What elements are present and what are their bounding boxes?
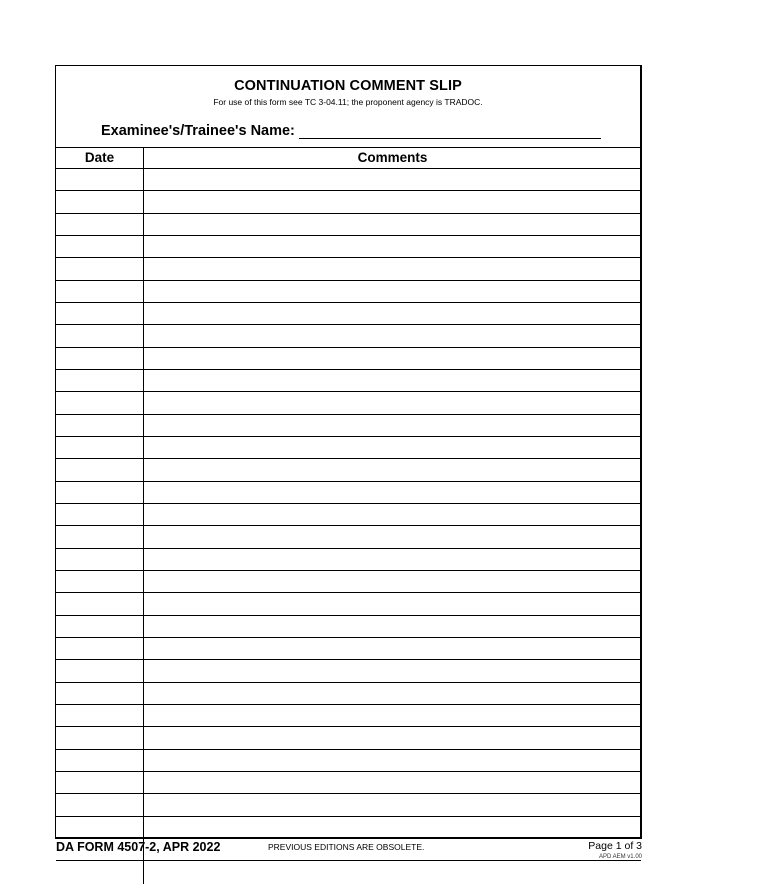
comment-cell <box>144 482 641 503</box>
comment-input[interactable] <box>144 169 641 190</box>
date-cell <box>56 258 144 279</box>
date-cell <box>56 370 144 391</box>
date-cell <box>56 549 144 570</box>
date-input[interactable] <box>56 772 143 793</box>
comment-cell <box>144 571 641 592</box>
date-cell <box>56 303 144 324</box>
table-row <box>56 794 641 816</box>
date-input[interactable] <box>56 258 143 279</box>
comment-input[interactable] <box>144 638 641 659</box>
date-cell <box>56 772 144 793</box>
date-cell <box>56 705 144 726</box>
comment-cell <box>144 683 641 704</box>
comment-input[interactable] <box>144 303 641 324</box>
date-input[interactable] <box>56 861 143 883</box>
date-input[interactable] <box>56 482 143 503</box>
date-input[interactable] <box>56 348 143 369</box>
table-row <box>56 236 641 258</box>
table-row <box>56 549 641 571</box>
date-input[interactable] <box>56 817 143 838</box>
comment-input[interactable] <box>144 258 641 279</box>
comment-cell <box>144 191 641 212</box>
date-cell <box>56 593 144 614</box>
comment-cell <box>144 526 641 547</box>
form-subtitle: For use of this form see TC 3-04.11; the proponent agency is TRADOC. <box>213 97 483 107</box>
comment-input[interactable] <box>144 772 641 793</box>
comment-cell <box>144 370 641 391</box>
table-body <box>56 169 641 884</box>
table-row <box>56 861 641 883</box>
comment-cell <box>144 750 641 771</box>
table-row <box>56 571 641 593</box>
table-row <box>56 593 641 615</box>
table-row <box>56 727 641 749</box>
table-row <box>56 638 641 660</box>
date-cell <box>56 861 144 883</box>
comment-cell <box>144 727 641 748</box>
comment-input[interactable] <box>144 482 641 503</box>
comment-input[interactable] <box>144 861 641 883</box>
comment-input[interactable] <box>144 593 641 614</box>
comment-input[interactable] <box>144 817 641 838</box>
comment-input[interactable] <box>144 281 641 302</box>
date-input[interactable] <box>56 750 143 771</box>
table-row <box>56 660 641 682</box>
comment-cell <box>144 549 641 570</box>
table-row <box>56 415 641 437</box>
date-column-header: Date <box>56 148 144 168</box>
comment-cell <box>144 794 641 815</box>
comment-cell <box>144 593 641 614</box>
date-input[interactable] <box>56 794 143 815</box>
table-row <box>56 705 641 727</box>
date-input[interactable] <box>56 415 143 436</box>
table-row <box>56 482 641 504</box>
form-number: DA FORM 4507-2, APR 2022 <box>56 840 221 854</box>
comment-cell <box>144 861 641 883</box>
date-cell <box>56 817 144 838</box>
comment-cell <box>144 616 641 637</box>
table-row <box>56 281 641 303</box>
table-row <box>56 325 641 347</box>
name-field[interactable] <box>299 122 601 139</box>
date-input[interactable] <box>56 683 143 704</box>
date-cell <box>56 191 144 212</box>
comments-column-header: Comments <box>357 150 428 165</box>
table-row <box>56 392 641 414</box>
obsolete-note: PREVIOUS EDITIONS ARE OBSOLETE. <box>268 842 425 852</box>
date-input[interactable] <box>56 504 143 525</box>
comment-cell <box>144 705 641 726</box>
date-cell <box>56 794 144 815</box>
comment-cell <box>144 348 641 369</box>
table-row <box>56 683 641 705</box>
comment-cell <box>144 303 641 324</box>
date-input[interactable] <box>56 281 143 302</box>
page-number: Page 1 of 3 <box>588 840 642 852</box>
date-cell <box>56 281 144 302</box>
table-row <box>56 772 641 794</box>
date-cell <box>56 459 144 480</box>
comment-input[interactable] <box>144 236 641 257</box>
table-row <box>56 459 641 481</box>
date-input[interactable] <box>56 526 143 547</box>
form-box <box>55 65 642 839</box>
comment-input[interactable] <box>144 549 641 570</box>
comment-input[interactable] <box>144 727 641 748</box>
date-cell <box>56 169 144 190</box>
date-cell <box>56 325 144 346</box>
table-row <box>56 504 641 526</box>
comment-input[interactable] <box>144 750 641 771</box>
table-row <box>56 437 641 459</box>
comment-cell <box>144 392 641 413</box>
name-label: Examinee's/Trainee's Name: <box>101 123 295 139</box>
date-input[interactable] <box>56 549 143 570</box>
comment-cell <box>144 459 641 480</box>
date-input[interactable] <box>56 571 143 592</box>
comment-cell <box>144 236 641 257</box>
comment-cell <box>144 415 641 436</box>
comment-input[interactable] <box>144 370 641 391</box>
comment-cell <box>144 169 641 190</box>
comment-input[interactable] <box>144 616 641 637</box>
comment-input[interactable] <box>144 392 641 413</box>
date-input[interactable] <box>56 616 143 637</box>
date-cell <box>56 392 144 413</box>
date-cell <box>56 236 144 257</box>
date-input[interactable] <box>56 303 143 324</box>
date-input[interactable] <box>56 705 143 726</box>
comment-cell <box>144 437 641 458</box>
comment-cell <box>144 660 641 681</box>
date-cell <box>56 616 144 637</box>
comment-cell <box>144 325 641 346</box>
date-input[interactable] <box>56 727 143 748</box>
comment-cell <box>144 258 641 279</box>
comment-cell <box>144 281 641 302</box>
table-row <box>56 526 641 548</box>
date-input[interactable] <box>56 236 143 257</box>
name-row <box>101 121 601 139</box>
date-input[interactable] <box>56 191 143 212</box>
comment-input[interactable] <box>144 683 641 704</box>
comment-cell <box>144 214 641 235</box>
comment-cell <box>144 817 641 838</box>
comments-table <box>56 147 641 884</box>
date-input[interactable] <box>56 214 143 235</box>
date-input[interactable] <box>56 638 143 659</box>
date-cell <box>56 214 144 235</box>
date-cell <box>56 638 144 659</box>
version-label: APD AEM v1.00 <box>598 854 642 860</box>
date-cell <box>56 750 144 771</box>
table-row <box>56 258 641 280</box>
comment-input[interactable] <box>144 348 641 369</box>
table-row <box>56 817 641 839</box>
comment-input[interactable] <box>144 191 641 212</box>
comment-input[interactable] <box>144 660 641 681</box>
comment-input[interactable] <box>144 214 641 235</box>
table-row <box>56 191 641 213</box>
date-cell <box>56 415 144 436</box>
date-cell <box>56 437 144 458</box>
table-row <box>56 303 641 325</box>
date-input[interactable] <box>56 593 143 614</box>
date-cell <box>56 727 144 748</box>
comment-input[interactable] <box>144 459 641 480</box>
comment-input[interactable] <box>144 325 641 346</box>
date-cell <box>56 660 144 681</box>
table-header <box>56 148 641 169</box>
comment-input[interactable] <box>144 415 641 436</box>
comment-input[interactable] <box>144 571 641 592</box>
comment-input[interactable] <box>144 526 641 547</box>
date-input[interactable] <box>56 660 143 681</box>
date-input[interactable] <box>56 370 143 391</box>
date-input[interactable] <box>56 437 143 458</box>
comment-cell <box>144 772 641 793</box>
date-cell <box>56 526 144 547</box>
comment-cell <box>144 638 641 659</box>
comment-input[interactable] <box>144 794 641 815</box>
date-cell <box>56 571 144 592</box>
table-row <box>56 616 641 638</box>
date-input[interactable] <box>56 169 143 190</box>
date-input[interactable] <box>56 459 143 480</box>
table-row <box>56 214 641 236</box>
date-cell <box>56 482 144 503</box>
date-input[interactable] <box>56 325 143 346</box>
date-cell <box>56 683 144 704</box>
comment-cell <box>144 504 641 525</box>
form-title: CONTINUATION COMMENT SLIP <box>234 78 462 94</box>
date-cell <box>56 504 144 525</box>
table-row <box>56 370 641 392</box>
comment-input[interactable] <box>144 504 641 525</box>
table-row <box>56 169 641 191</box>
table-row <box>56 348 641 370</box>
date-cell <box>56 348 144 369</box>
comment-input[interactable] <box>144 705 641 726</box>
comment-input[interactable] <box>144 437 641 458</box>
date-input[interactable] <box>56 392 143 413</box>
table-row <box>56 750 641 772</box>
